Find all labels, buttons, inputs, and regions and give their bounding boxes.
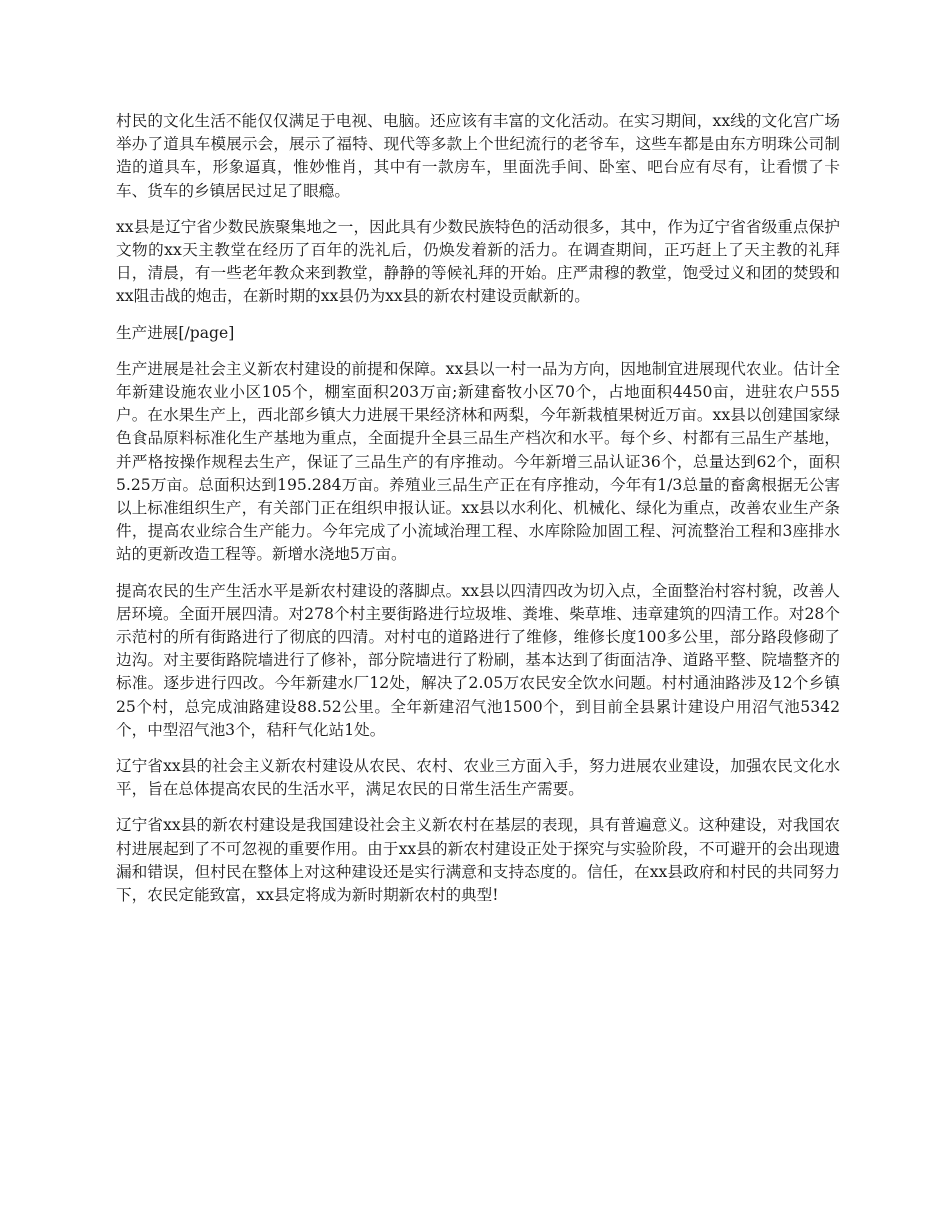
document-body — [116, 110, 840, 920]
paragraph-minority-church: xx县是辽宁省少数民族聚集地之一，因此具有少数民族特色的活动很多，其中，作为辽宁省省级重点保护文物的xx天主教堂在经历了百年的洗礼后，仍焕发着新的活力。在调查期间，正巧赶上了天主教的礼拜日，清晨，有一些老年教众来到教堂，静静的等候礼拜的开始。庄严肃穆的教堂，饱受过义和团的焚毁和xx阻击战的炮击，在新时期的xx县仍为xx县的新农村建设贡献新的。 — [116, 217, 840, 306]
section-heading-production: 生产进展[/page] — [116, 323, 235, 342]
paragraph-production-progress: 生产进展是社会主义新农村建设的前提和保障。xx县以一村一品为方向，因地制宜进展现代农业。估计全年新建设施农业小区105个，棚室面积203万亩;新建畜牧小区70个，占地面积4450亩，进驻农户555户。在水果生产上，西北部乡镇大力进展干果经济林和两梨，今年新栽植果树近万亩。xx县以创建国家绿色食品原料标准化生产基地为重点，全面提升全县三品生产档次和水平。每个乡、村都有三品生产基地，并严格按操作规程去生产，保证了三品生产的有序推动。今年新增三品认证36个，总量达到62个，面积5.25万亩。总面积达到195.284万亩。养殖业三品生产正在有序推动，今年有1/3总量的畜禽根据无公害以上标准组织生产，有关部门正在组织申报认证。xx县以水利化、机械化、绿化为重点，改善农业生产条件，提高农业综合生产能力。今年完成了小流域治理工程、水库除险加固工程、河流整治工程和3座排水站的更新改造工程等。新增水浇地5万亩。 — [116, 359, 840, 564]
paragraph-living-standard: 提高农民的生产生活水平是新农村建设的落脚点。xx县以四清四改为切入点，全面整治村容村貌，改善人居环境。全面开展四清。对278个村主要街路进行垃圾堆、粪堆、柴草堆、违章建筑的四清工作。对28个示范村的所有街路进行了彻底的四清。对村屯的道路进行了维修，维修长度100多公里，部分路段修砌了边沟。对主要街路院墙进行了修补，部分院墙进行了粉刷，基本达到了街面洁净、道路平整、院墙整齐的标准。逐步进行四改。今年新建水厂12处，解决了2.05万农民安全饮水问题。村村通油路涉及12个乡镇25个村，总完成油路建设88.52公里。全年新建沼气池1500个，到目前全县累计建设户用沼气池5342个，中型沼气池3个，秸秆气化站1处。 — [116, 581, 840, 739]
paragraph-conclusion: 辽宁省xx县的新农村建设是我国建设社会主义新农村在基层的表现，具有普遍意义。这种建设，对我国农村进展起到了不可忽视的重要作用。由于xx县的新农村建设正处于探究与实验阶段，不可避开的会出现遗漏和错误，但村民在整体上对这种建设还是实行满意和支持态度的。信任，在xx县政府和村民的共同努力下，农民定能致富，xx县定将成为新时期新农村的典型! — [116, 816, 840, 905]
paragraph-culture-life: 村民的文化生活不能仅仅满足于电视、电脑。还应该有丰富的文化活动。在实习期间，xx线的文化宫广场举办了道具车模展示会，展示了福特、现代等多款上个世纪流行的老爷车，这些车都是由东方明珠公司制造的道具车，形象逼真，惟妙惟肖，其中有一款房车，里面洗手间、卧室、吧台应有尽有，让看惯了卡车、货车的乡镇居民过足了眼瘾。 — [116, 112, 840, 200]
paragraph-summary: 辽宁省xx县的社会主义新农村建设从农民、农村、农业三方面入手，努力进展农业建设，加强农民文化水平，旨在总体提高农民的生活水平，满足农民的日常生活生产需要。 — [116, 757, 840, 799]
